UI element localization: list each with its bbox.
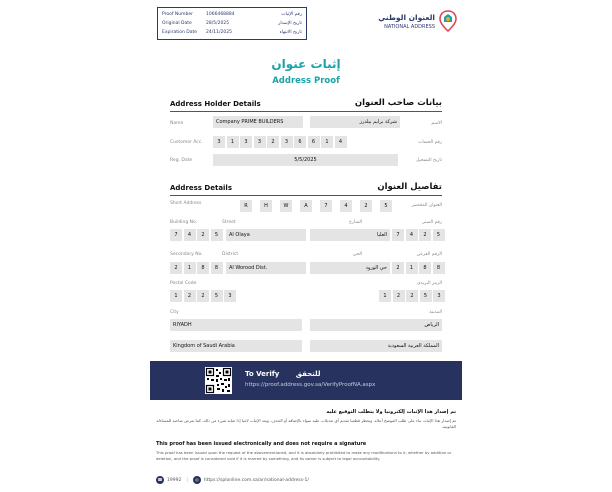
reg-date-label: Reg. Date (170, 158, 193, 163)
building-digit-ar: 4 (406, 229, 418, 241)
postal-digit: 2 (197, 290, 209, 302)
city-field-ar: الرياض (310, 319, 442, 331)
reg-date-field: 5/5/2025 (213, 154, 398, 166)
notice-body-ar: تم إصدار هذا الإثبات بناء على طلب الموضح أعلاه، ويحظر قطعيا تقديم أي تعديلات عليه سواء بالإضافة أو الحذف، ويعد الإثبات لاغيا إذا شابه شيء من ذلك، كما يعرض صاحبه للمساءلة القانونية. (156, 418, 456, 429)
proof-number-row (162, 10, 302, 19)
postal-code-digits-ar (379, 290, 445, 302)
expiration-date-row (162, 28, 302, 37)
customer-account-digit: 1 (227, 136, 239, 148)
footer-separator: | (186, 477, 188, 483)
building-label-ar: رقم المبنى (421, 220, 442, 225)
verify-url-link[interactable]: https://proof.address.gov.sa/VerifyProofNA.aspx (245, 382, 376, 388)
address-proof-document (150, 0, 462, 492)
customer-account-digit: 6 (294, 136, 306, 148)
short-address-char: 7 (320, 200, 332, 212)
short-address-char: A (300, 200, 312, 212)
customer-label-ar: رقم الحساب (418, 140, 442, 145)
building-digit-ar: 2 (419, 229, 431, 241)
proof-number-label-ar: رقم الإثبات (281, 12, 302, 17)
secondary-label: Secondary No. (170, 252, 203, 257)
name-field-ar: شركة برايم بيلدرز (310, 116, 400, 128)
postal-digit-ar: 3 (433, 290, 445, 302)
name-field-en: Company PRIME BUILDERS (213, 116, 303, 128)
globe-icon: ◎ (193, 476, 201, 484)
building-digit: 2 (197, 229, 209, 241)
street-field-ar: العليا (310, 229, 390, 241)
building-digit-ar: 7 (392, 229, 404, 241)
original-date-label-ar: تاريخ الإصدار (278, 21, 302, 26)
footer-url-link[interactable]: https://splonline.com.sa/ar/national-address-1/ (203, 477, 309, 483)
city-label: City (170, 310, 179, 315)
district-label-ar: الحي (352, 252, 362, 257)
secondary-digit-ar: 2 (392, 262, 404, 274)
notice-title-ar: تم إصدار هذا الإثبات إلكترونيا ولا يتطلب التوقيع عليه (326, 409, 456, 415)
customer-label: Customer Acc. (170, 140, 203, 145)
original-date-row (162, 19, 302, 28)
building-digit: 7 (170, 229, 182, 241)
secondary-digit: 2 (170, 262, 182, 274)
country-field-ar: المملكة العربية السعودية (310, 340, 442, 352)
secondary-digit-ar: 1 (406, 262, 418, 274)
customer-account-digits (213, 136, 347, 148)
page-footer (156, 476, 309, 484)
building-label: Building No. (170, 220, 198, 225)
section-divider (170, 111, 442, 112)
logo-text-ar: العنوان الوطني (378, 13, 435, 22)
short-address-label: Short Address (170, 201, 202, 206)
postal-digit-ar: 2 (393, 290, 405, 302)
customer-account-digit: 6 (308, 136, 320, 148)
proof-number-label: Proof Number (162, 12, 193, 17)
short-address-char: 4 (340, 200, 352, 212)
postal-digit-ar: 2 (406, 290, 418, 302)
customer-account-digit: 3 (240, 136, 252, 148)
expiration-date-label-ar: تاريخ الانتهاء (279, 30, 302, 35)
secondary-number-digits (170, 262, 223, 274)
holder-heading-en: Address Holder Details (170, 100, 261, 108)
reg-date-label-ar: تاريخ التسجيل (415, 158, 442, 163)
footer-phone: 19992 (167, 477, 182, 483)
postal-code-label: Postal Code (170, 281, 197, 286)
customer-account-digit: 3 (254, 136, 266, 148)
original-date-value: 28/5/2025 (206, 21, 230, 26)
building-digit-ar: 5 (433, 229, 445, 241)
notice-title-en: This proof has been issued electronically and does not require a signature (156, 441, 367, 447)
secondary-number-digits-ar (392, 262, 445, 274)
building-number-digits (170, 229, 223, 241)
section-divider (170, 195, 442, 196)
postal-digit-ar: 5 (420, 290, 432, 302)
verify-title-ar: للتحقق (295, 370, 321, 378)
location-pin-icon (438, 10, 458, 32)
verify-banner (150, 361, 462, 400)
national-address-logo (375, 8, 458, 34)
secondary-digit: 8 (211, 262, 223, 274)
short-address-chars (240, 200, 392, 212)
verify-title-en: To Verify (245, 370, 280, 378)
customer-account-digit: 3 (213, 136, 225, 148)
original-date-label: Original Date (162, 21, 192, 26)
notice-body-en: This proof has been issued upon the request of the abovementioned, and it is absolutely prohibited to make any modifications to it, whether by addition or deletion, and the proof is considered void if it is marred by something, and its owner is subject to legal accountability. (156, 450, 452, 461)
country-field-en: Kingdom of Saudi Arabia (170, 340, 302, 352)
short-address-label-ar: العنوان المختصر (411, 203, 442, 208)
customer-account-digit: 4 (335, 136, 347, 148)
street-label: Street (222, 220, 236, 225)
city-label-ar: المدينة (429, 310, 442, 315)
district-field-ar: حي الورود (310, 262, 390, 274)
postal-code-digits (170, 290, 236, 302)
proof-info-box (157, 7, 307, 40)
holder-section-header (170, 98, 442, 110)
name-label-ar: الاسم (431, 121, 442, 126)
address-heading-ar: تفاصيل العنوان (377, 182, 442, 192)
city-field-en: RIYADH (170, 319, 302, 331)
postal-digit: 1 (170, 290, 182, 302)
logo-text-en: NATIONAL ADDRESS (384, 24, 435, 30)
customer-account-digit: 1 (321, 136, 333, 148)
building-digit: 5 (211, 229, 223, 241)
page-title: Address Proof (272, 76, 340, 86)
postal-digit-ar: 1 (379, 290, 391, 302)
short-address-char: 2 (360, 200, 372, 212)
verify-title (245, 370, 321, 378)
secondary-digit: 1 (184, 262, 196, 274)
short-address-char: 5 (380, 200, 392, 212)
secondary-digit: 8 (197, 262, 209, 274)
address-section-header (170, 182, 442, 194)
street-field-en: Al Olaya (226, 229, 306, 241)
district-label: District (222, 252, 239, 257)
secondary-label-ar: الرقم الفرعي (416, 252, 442, 257)
name-label: Name (170, 121, 184, 126)
postal-code-label-ar: الرمز البريدي (416, 281, 442, 286)
holder-heading-ar: بيانات صاحب العنوان (354, 98, 442, 108)
building-number-digits-ar (392, 229, 445, 241)
postal-digit: 3 (224, 290, 236, 302)
phone-icon: ☎ (157, 477, 163, 482)
address-heading-en: Address Details (170, 184, 233, 192)
short-address-char: R (240, 200, 252, 212)
short-address-char: H (260, 200, 272, 212)
district-field-en: Al Worood Dist. (226, 262, 306, 274)
postal-digit: 5 (211, 290, 223, 302)
short-address-char: W (280, 200, 292, 212)
street-label-ar: الشارع (349, 220, 362, 225)
page-title-ar: إثبات عنوان (271, 57, 341, 71)
proof-number-value: 1066468884 (206, 12, 235, 17)
secondary-digit-ar: 8 (433, 262, 445, 274)
customer-account-digit: 2 (267, 136, 279, 148)
qr-code-icon[interactable] (205, 367, 232, 394)
postal-digit: 2 (184, 290, 196, 302)
customer-account-digit: 3 (281, 136, 293, 148)
expiration-date-value: 24/11/2025 (206, 30, 232, 35)
secondary-digit-ar: 8 (419, 262, 431, 274)
building-digit: 4 (184, 229, 196, 241)
expiration-date-label: Expiration Date (162, 30, 198, 35)
